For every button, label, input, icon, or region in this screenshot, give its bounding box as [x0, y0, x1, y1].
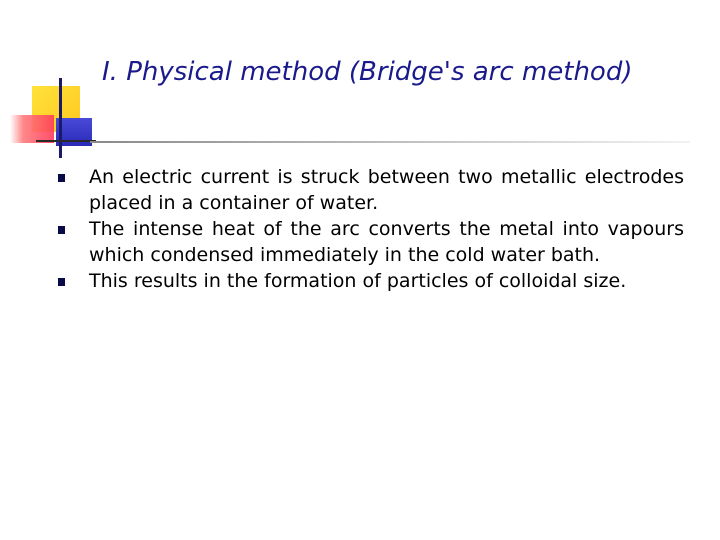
bullet-item [58, 268, 684, 294]
square-bullet-icon [58, 174, 65, 182]
square-bullet-icon [58, 226, 65, 234]
title-underline-rule [90, 141, 690, 143]
decorative-short-rule [36, 140, 96, 142]
bullet-list [58, 164, 684, 294]
bullet-item [58, 164, 684, 216]
decorative-red-block [10, 115, 54, 143]
bullet-text: This results in the formation of particles of colloidal size. [89, 270, 627, 292]
slide-title: I. Physical method (Bridge's arc method) [102, 57, 633, 87]
bullet-text: An electric current is struck between two metallic electrodes placed in a container of water. [89, 166, 684, 214]
bullet-item [58, 216, 684, 268]
square-bullet-icon [58, 278, 65, 286]
bullet-text: The intense heat of the arc converts the metal into vapours which condensed immediately in the cold water bath. [89, 218, 684, 266]
decorative-vertical-line [59, 78, 62, 158]
